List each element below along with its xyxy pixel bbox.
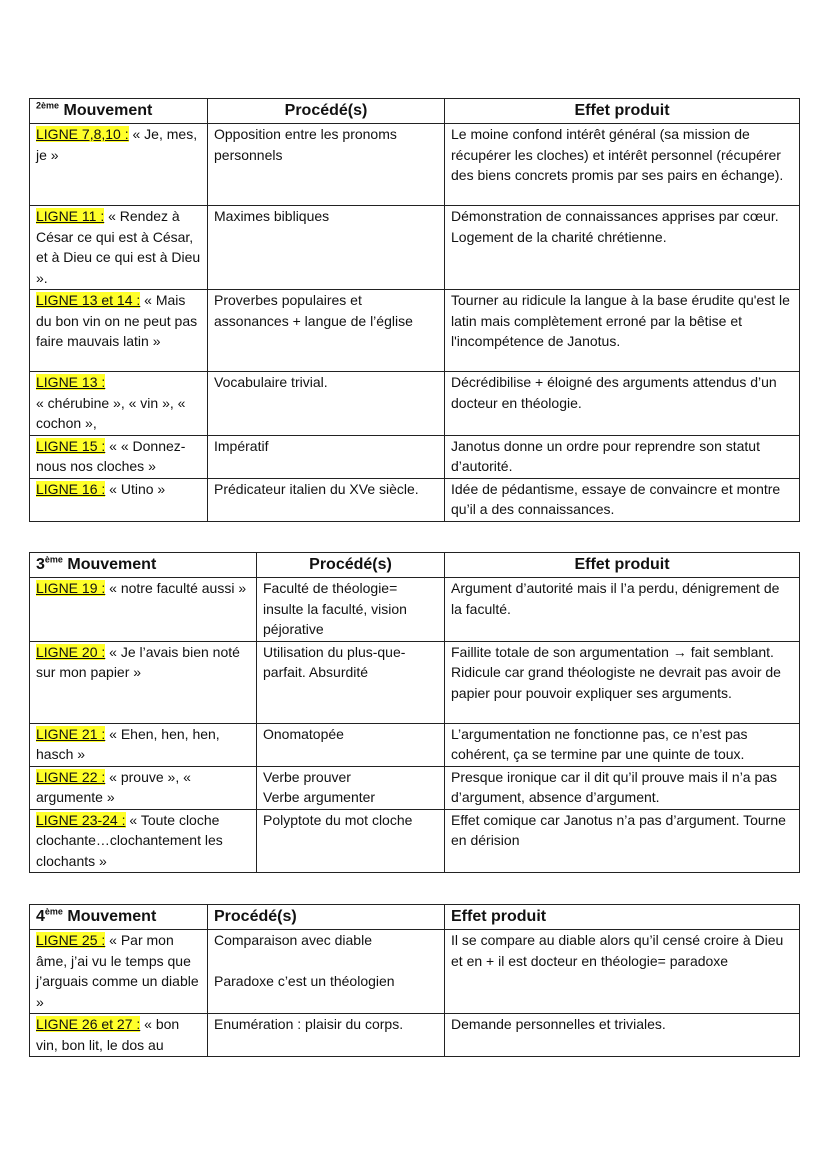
cell-effet: Il se compare au diable alors qu’il censé croire à Dieu et en + il est docteur en théologie= paradoxe — [445, 930, 800, 1014]
cell-effet: Décrédibilise + éloigné des arguments attendus d’un docteur en théologie. — [445, 372, 800, 436]
cell-procede: Comparaison avec diable Paradoxe c’est un théologien — [208, 930, 445, 1014]
cell-effet: Presque ironique car il dit qu’il prouve mais il n’a pas d’argument, absence d’argument. — [445, 766, 800, 809]
cell-effet: Démonstration de connaissances apprises par cœur. Logement de la charité chrétienne. — [445, 206, 800, 290]
table-row — [30, 1014, 800, 1057]
table-4eme-mouvement — [29, 904, 800, 1057]
cell-ref: LIGNE 21 : « Ehen, hen, hen, hasch » — [30, 723, 257, 766]
cell-effet: Demande personnelles et triviales. — [445, 1014, 800, 1057]
cell-ref: LIGNE 26 et 27 : « bon vin, bon lit, le dos au — [30, 1014, 208, 1057]
cell-ref: LIGNE 13 : « chérubine », « vin », « cochon », — [30, 372, 208, 436]
cell-ref: LIGNE 16 : « Utino » — [30, 478, 208, 521]
cell-procede: Prédicateur italien du XVe siècle. — [208, 478, 445, 521]
table-row — [30, 372, 800, 436]
heading-mouvement: $^{2ème}$ Mouvement — [30, 99, 208, 124]
table-header — [30, 99, 800, 124]
cell-procede: Maximes bibliques — [208, 206, 445, 290]
cell-effet: Effet comique car Janotus n’a pas d’argument. Tourne en dérision — [445, 809, 800, 873]
cell-procede: Utilisation du plus-que-parfait. Absurdité — [257, 641, 445, 723]
heading-procedes: Procédé(s) — [208, 905, 445, 930]
table-row — [30, 578, 800, 642]
cell-effet: Le moine confond intérêt général (sa mission de récupérer les cloches) et intérêt personnel (récupérer des biens concrets promis par ses pairs en échange). — [445, 124, 800, 206]
cell-effet: Faillite totale de son argumentation → fait semblant. Ridicule car grand théologiste ne devrait pas avoir de papier pour pouvoir expliquer ses arguments. — [445, 641, 800, 723]
table-row — [30, 641, 800, 723]
cell-procede: Proverbes populaires et assonances + langue de l’église — [208, 290, 445, 372]
cell-ref: LIGNE 25 : « Par mon âme, j’ai vu le temps que j’arguais comme un diable » — [30, 930, 208, 1014]
heading-procedes: Procédé(s) — [208, 99, 445, 124]
cell-ref: LIGNE 23-24 : « Toute cloche clochante…clochantement les clochants » — [30, 809, 257, 873]
heading-effet: Effet produit — [445, 99, 800, 124]
heading-effet: Effet produit — [445, 553, 800, 578]
cell-procede: Opposition entre les pronoms personnels — [208, 124, 445, 206]
cell-effet: Idée de pédantisme, essaye de convaincre et montre qu’il a des connaissances. — [445, 478, 800, 521]
cell-ref: LIGNE 20 : « Je l’avais bien noté sur mon papier » — [30, 641, 257, 723]
table-row — [30, 723, 800, 766]
table-3eme-mouvement — [29, 552, 800, 873]
cell-procede: Vocabulaire trivial. — [208, 372, 445, 436]
table-row — [30, 206, 800, 290]
table-row — [30, 809, 800, 873]
cell-effet: Janotus donne un ordre pour reprendre son statut d’autorité. — [445, 435, 800, 478]
cell-ref: LIGNE 13 et 14 : « Mais du bon vin on ne peut pas faire mauvais latin » — [30, 290, 208, 372]
cell-ref: LIGNE 15 : « « Donnez-nous nos cloches » — [30, 435, 208, 478]
cell-ref: LIGNE 19 : « notre faculté aussi » — [30, 578, 257, 642]
heading-mouvement: 4ème Mouvement — [30, 905, 208, 930]
table-row — [30, 478, 800, 521]
cell-ref: LIGNE 22 : « prouve », « argumente » — [30, 766, 257, 809]
cell-ref: LIGNE 7,8,10 : « Je, mes, je » — [30, 124, 208, 206]
table-header — [30, 553, 800, 578]
cell-procede: Verbe prouver Verbe argumenter — [257, 766, 445, 809]
heading-mouvement: 3ème Mouvement — [30, 553, 257, 578]
heading-effet: Effet produit — [445, 905, 800, 930]
cell-procede: Onomatopée — [257, 723, 445, 766]
table-row — [30, 290, 800, 372]
cell-procede: Impératif — [208, 435, 445, 478]
cell-procede: Polyptote du mot cloche — [257, 809, 445, 873]
heading-procedes: Procédé(s) — [257, 553, 445, 578]
cell-ref: LIGNE 11 : « Rendez à César ce qui est à César, et à Dieu ce qui est à Dieu ». — [30, 206, 208, 290]
table-header — [30, 905, 800, 930]
table-row — [30, 766, 800, 809]
cell-procede: Enumération : plaisir du corps. — [208, 1014, 445, 1057]
table-2eme-mouvement — [29, 98, 800, 522]
table-row — [30, 435, 800, 478]
cell-effet: Tourner au ridicule la langue à la base érudite qu'est le latin mais complètement erroné par la bêtise et l'incompétence de Janotus. — [445, 290, 800, 372]
table-row — [30, 124, 800, 206]
table-row — [30, 930, 800, 1014]
cell-effet: L’argumentation ne fonctionne pas, ce n’est pas cohérent, ça se termine par une quinte de toux. — [445, 723, 800, 766]
cell-effet: Argument d’autorité mais il l’a perdu, dénigrement de la faculté. — [445, 578, 800, 642]
cell-procede: Faculté de théologie= insulte la faculté, vision péjorative — [257, 578, 445, 642]
